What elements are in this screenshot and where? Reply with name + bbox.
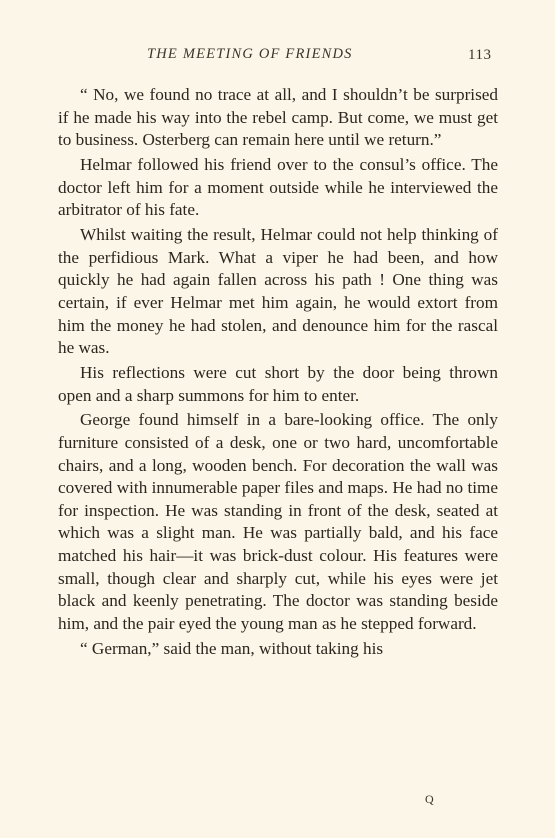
paragraph: “ No, we found no trace at all, and I shouldn’t be surprised if he made his way into the rebel camp. But come, we must get to business. Osterberg can remain here until we return.” (58, 85, 498, 150)
paragraph: Whilst waiting the result, Helmar could not help thinking of the perfidious Mark. What a viper he had been, and how quickly he had again fallen across his path ! One thing was certain, if ever Helmar met him again, he would extort from him the money he had stolen, and denounce him for the rascal he was. (58, 224, 498, 358)
paragraph: “ German,” said the man, without taking his (80, 638, 384, 658)
body-text (58, 84, 498, 662)
paragraph: Helmar followed his friend over to the consul’s office. The doctor left him for a moment outside while he interviewed the arbitrator of his fate. (58, 154, 498, 220)
paragraph: George found himself in a bare-looking office. The only furniture consisted of a desk, one or two hard, uncomfortable chairs, and a long, wooden bench. For decoration the wall was covered with innumerable paper files and maps. He had no time for inspection. He was standing in front of the desk, seated at which was a slight man. He was partially bald, and his face matched his hair—it was brick-dust colour. His features were small, though clear and sharply cut, while his eyes were jet black and keenly penetrating. The doctor was standing beside him, and the pair eyed the young man as he stepped forward. (58, 410, 498, 634)
running-title: THE MEETING OF FRIENDS (147, 46, 353, 62)
signature-mark: Q (425, 792, 434, 806)
paragraph: His reflections were cut short by the door being thrown open and a sharp summons for him to enter. (58, 362, 498, 405)
page-number: 113 (468, 47, 492, 63)
running-head (0, 46, 555, 66)
